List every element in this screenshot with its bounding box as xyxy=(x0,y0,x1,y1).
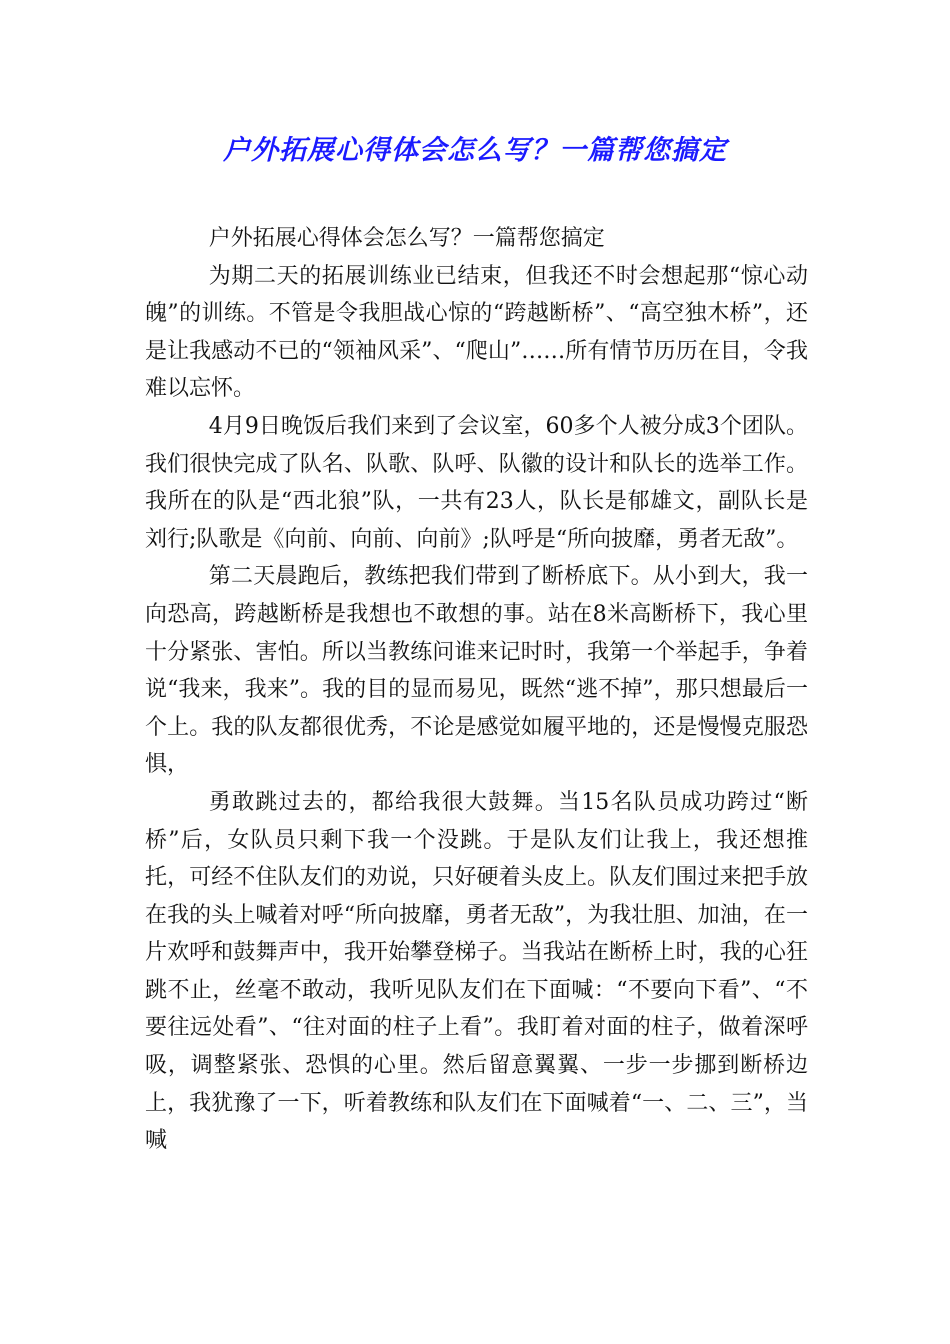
paragraph-2: 4月9日晚饭后我们来到了会议室，60多个人被分成3个团队。我们很快完成了队名、队歌、队呼、队徽的设计和队长的选举工作。我所在的队是“西北狼”队，一共有23人，队长是郁雄文，副队长是刘行;队歌是《向前、向前、向前》;队呼是“所向披靡，勇者无敌”。 xyxy=(145,413,808,552)
paragraph-4: 勇敢跳过去的，都给我很大鼓舞。当15名队员成功跨过“断桥”后，女队员只剩下我一个没跳。于是队友们让我上，我还想推托，可经不住队友们的劝说，只好硬着头皮上。队友们围过来把手放在我的头上喊着对呼“所向披靡，勇者无敌”，为我壮胆、加油，在一片欢呼和鼓舞声中，我开始攀登梯子。当我站在断桥上时，我的心狂跳不止，丝毫不敢动，我听见队友们在下面喊：“不要向下看”、“不要往远处看”、“往对面的柱子上看”。我盯着对面的柱子，做着深呼吸，调整紧张、恐惧的心里。然后留意翼翼、一步一步挪到断桥边上，我犹豫了一下，听着教练和队友们在下面喊着“一、二、三”，当喊 xyxy=(145,789,808,1154)
paragraph-1: 为期二天的拓展训练业已结束，但我还不时会想起那“惊心动魄”的训练。不管是令我胆战心惊的“跨越断桥”、“高空独木桥”，还是让我感动不已的“领袖风采”、“爬山”……所有情节历历在目，令我难以忘怀。 xyxy=(145,263,808,402)
document-body xyxy=(145,220,808,1160)
paragraph-3: 第二天晨跑后，教练把我们带到了断桥底下。从小到大，我一向恐高，跨越断桥是我想也不敢想的事。站在8米高断桥下，我心里十分紧张、害怕。所以当教练问谁来记时时，我第一个举起手，争着说“我来，我来”。我的目的显而易见，既然“逃不掉”，那只想最后一个上。我的队友都很优秀，不论是感觉如履平地的，还是慢慢克服恐惧， xyxy=(145,564,808,778)
document-title: 户外拓展心得体会怎么写？一篇帮您搞定 xyxy=(223,135,727,166)
paragraph-intro: 户外拓展心得体会怎么写？一篇帮您搞定 xyxy=(208,226,605,251)
